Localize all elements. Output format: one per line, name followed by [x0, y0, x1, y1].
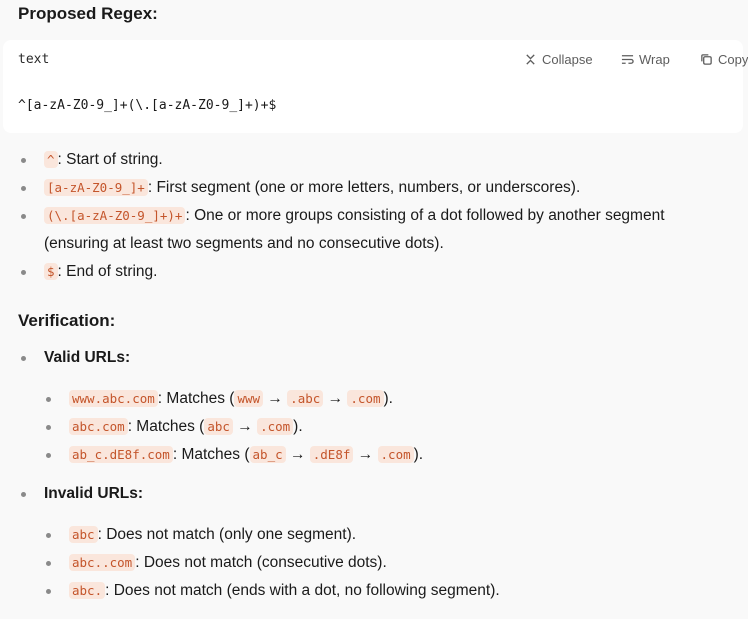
- inline-code: (\.[a-zA-Z0-9_]+)+: [44, 207, 185, 224]
- copy-label: Copy: [718, 52, 748, 67]
- wrap-label: Wrap: [639, 52, 670, 67]
- list-item: (\.[a-zA-Z0-9_]+)+ : One or more groups consisting of a dot followed by another segment (ensuring at least two segments and no consecutive dots).: [44, 202, 734, 258]
- list-item: ^ : Start of string.: [44, 146, 163, 174]
- inline-code: abc.com: [69, 418, 128, 435]
- inline-code: abc.: [69, 582, 105, 599]
- list-item: abc. : Does not match (ends with a dot, no following segment).: [69, 577, 500, 605]
- list-item: ab_c.dE8f.com : Matches ( ab_c → .dE8f → .com ).: [69, 441, 423, 469]
- code-language-label: text: [18, 52, 50, 67]
- inline-code: www.abc.com: [69, 390, 158, 407]
- inline-code: ^: [44, 151, 58, 168]
- inline-code: ab_c.dE8f.com: [69, 446, 173, 463]
- copy-button[interactable]: [700, 52, 748, 67]
- collapse-icon: [524, 53, 537, 66]
- regex-code: ^[a-zA-Z0-9_]+(\.[a-zA-Z0-9_]+)+$: [18, 98, 277, 113]
- wrap-button[interactable]: [621, 52, 670, 67]
- collapse-label: Collapse: [542, 52, 593, 67]
- copy-icon: [700, 53, 713, 66]
- list-item: abc : Does not match (only one segment).: [69, 521, 356, 549]
- list-item: abc..com : Does not match (consecutive dots).: [69, 549, 387, 577]
- invalid-urls-item: Invalid URLs:: [44, 480, 143, 508]
- inline-code: $: [44, 263, 58, 280]
- inline-code: abc: [69, 526, 98, 543]
- inline-code: abc..com: [69, 554, 135, 571]
- collapse-button[interactable]: [524, 52, 593, 67]
- list-item: abc.com : Matches ( abc → .com ).: [69, 413, 303, 441]
- inline-code: [a-zA-Z0-9_]+: [44, 179, 148, 196]
- list-item: [a-zA-Z0-9_]+ : First segment (one or more letters, numbers, or underscores).: [44, 174, 580, 202]
- list-item: $ : End of string.: [44, 258, 157, 286]
- code-block: [3, 40, 748, 133]
- wrap-icon: [621, 53, 634, 66]
- proposed-regex-heading: Proposed Regex:: [18, 4, 158, 23]
- list-item: www.abc.com : Matches ( www → .abc → .com ).: [69, 385, 393, 413]
- verification-heading: Verification:: [18, 311, 116, 330]
- valid-urls-item: Valid URLs:: [44, 344, 130, 372]
